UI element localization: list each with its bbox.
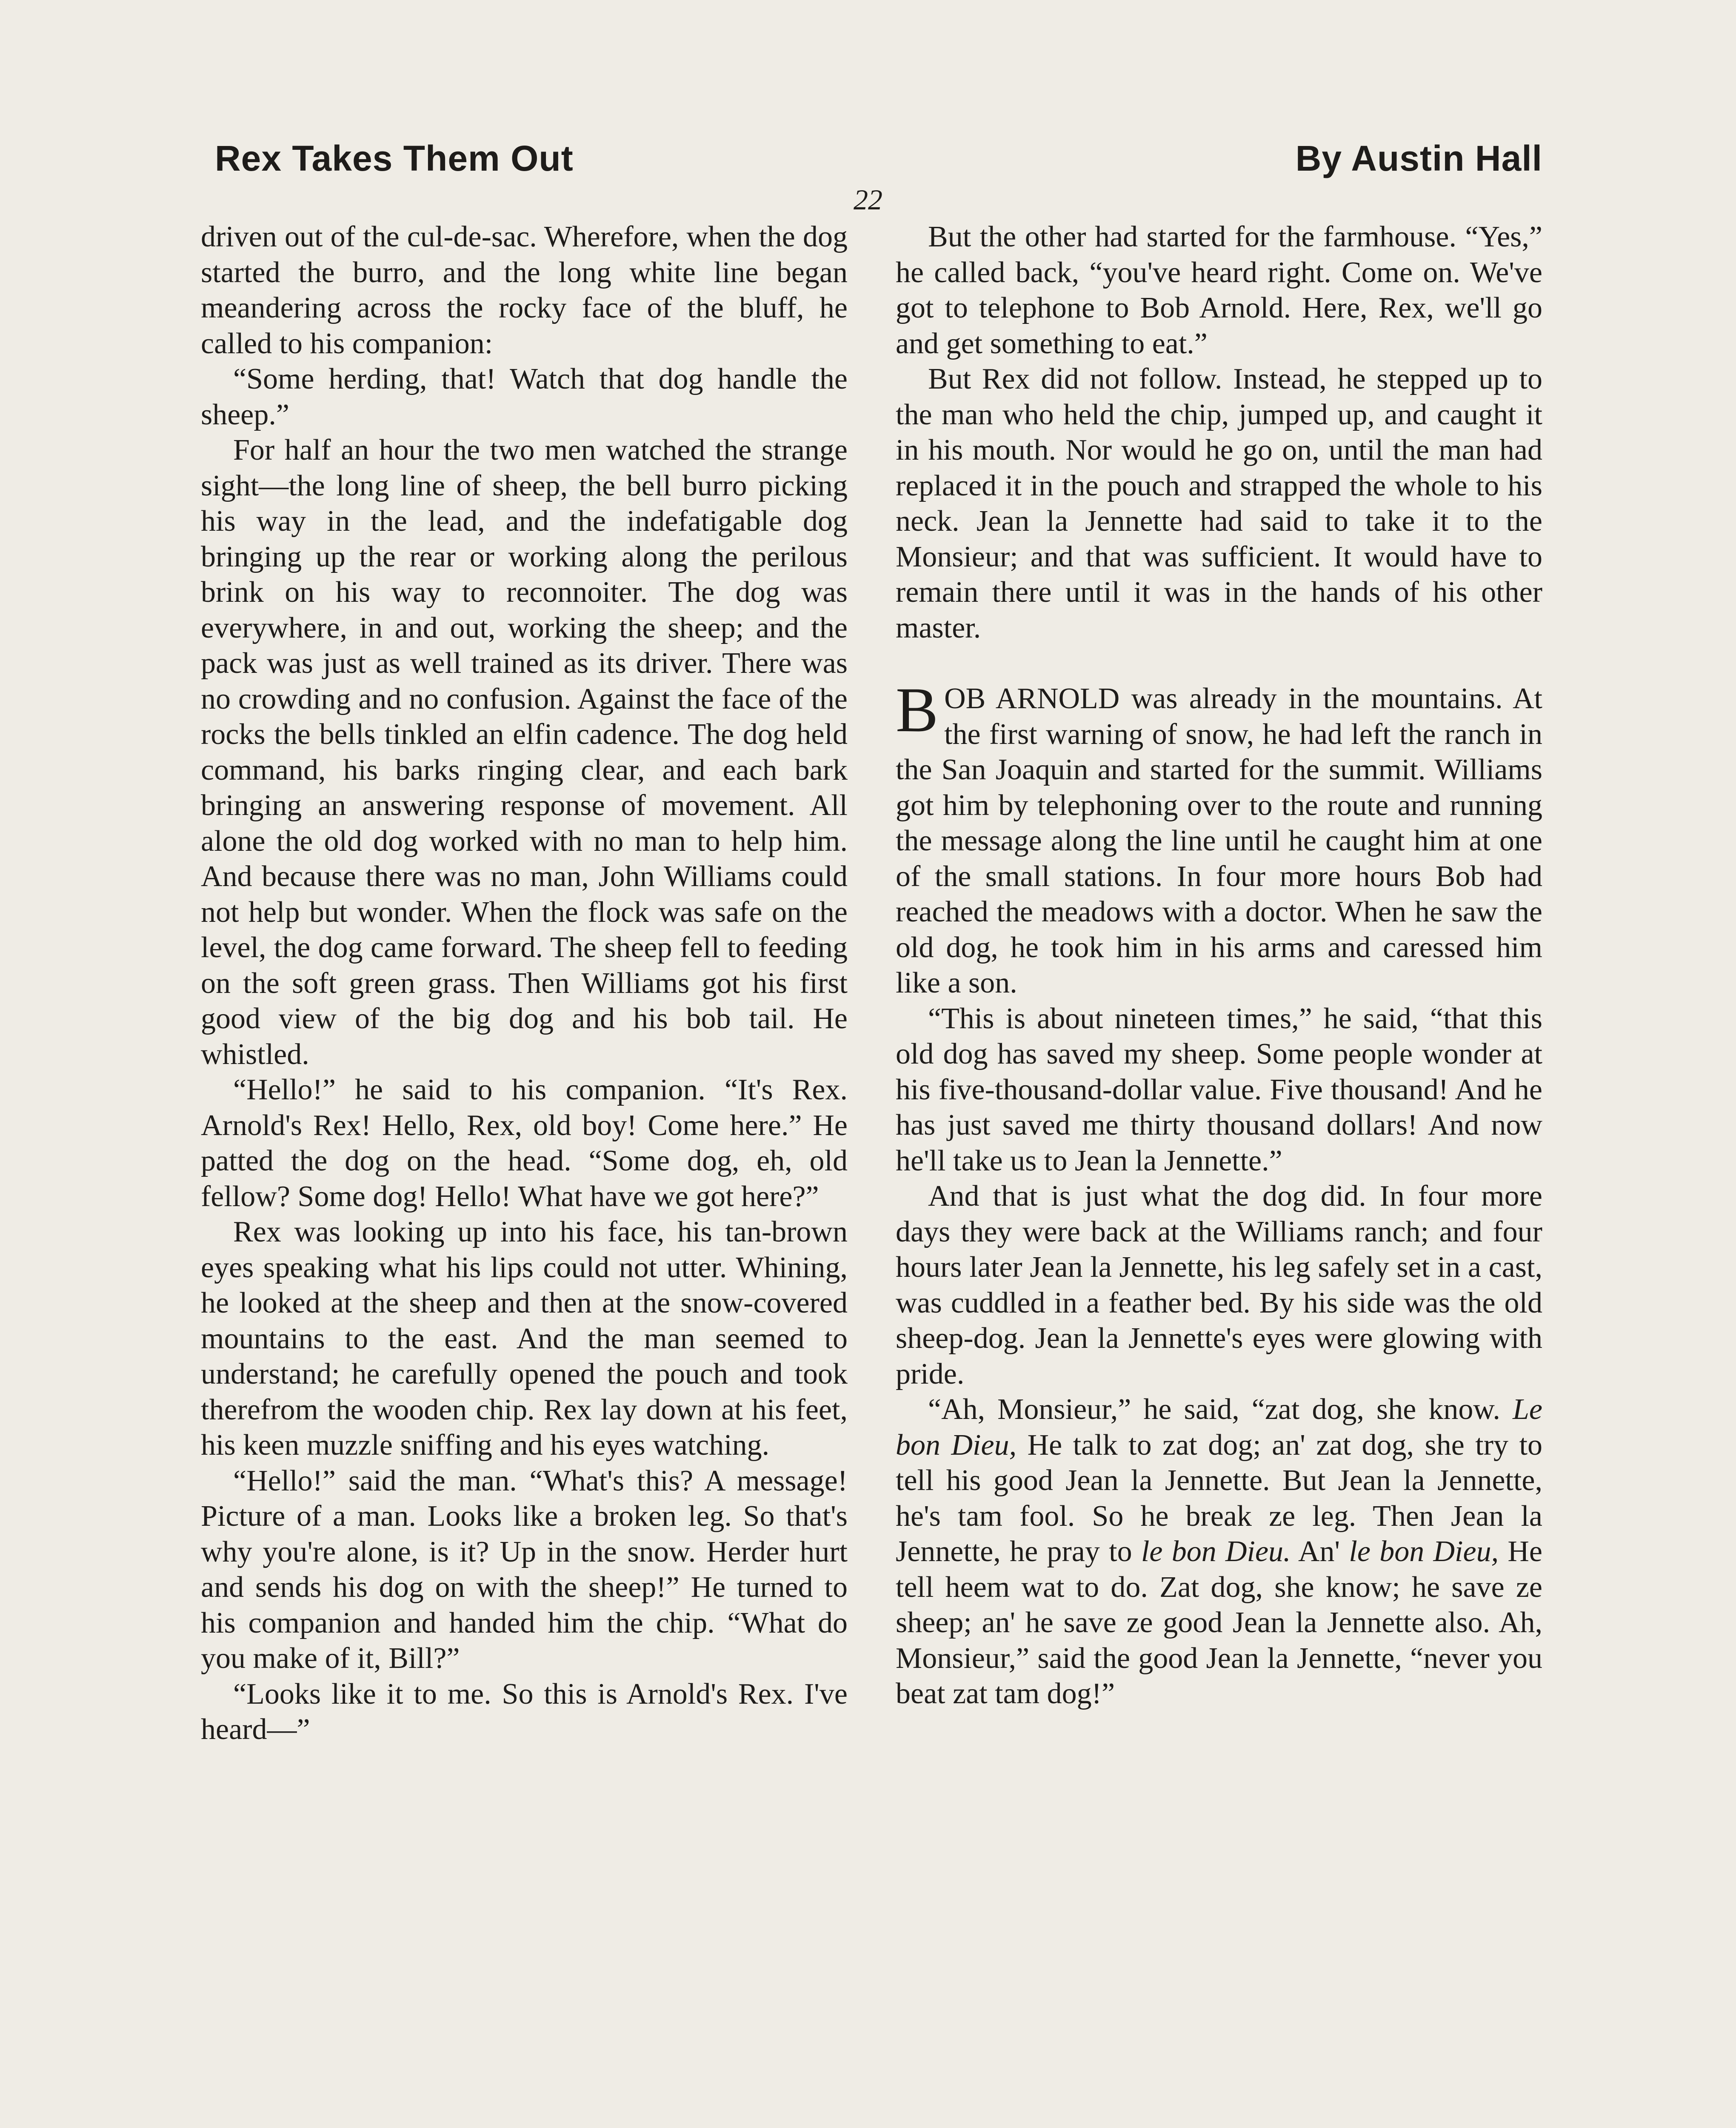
paragraph-text: He talk to zat dog; an' zat dog, she try to tell his good Jean la Jennette. But Jean la Jennette, he's tam fool. So he break ze leg. Then Jean la Jennette, he pray to (896, 1428, 1542, 1568)
page-number: 22 (854, 183, 882, 216)
paragraph-text: He tell heem wat to do. Zat dog, she know; he save ze sheep; an' he save ze good Jean la Jennette also. Ah, Monsieur,” said the good Jean la Jennette, “never you beat zat tam dog!” (896, 1535, 1542, 1710)
story-title: Rex Takes Them Out (215, 138, 574, 178)
paragraph: For half an hour the two men watched the strange sight—the long line of sheep, the bell burro picking his way in the lead, and the indefatigable dog bringing up the rear or working along the perilous brink on his way to reconnoiter. The dog was everywhere, in and out, working the sheep; and the pack was just as well trained as its driver. There was no crowding and no confusion. Against the face of the rocks the bells tinkled an elfin cadence. The dog held command, his barks ringing clear, and each bark bringing an answering response of movement. All alone the old dog worked with no man to help him. And because there was no man, John Williams could not help but wonder. When the flock was safe on the level, the dog came forward. The sheep fell to feeding on the soft green grass. Then Williams got his first good view of the big dog and his bob tail. He whistled. (201, 434, 848, 1071)
paragraph (896, 1392, 1542, 1712)
paragraph: “Some herding, that! Watch that dog handle the sheep.” (201, 363, 848, 431)
paragraph: But Rex did not follow. Instead, he stepped up to the man who held the chip, jumped up, and caught it in his mouth. Nor would he go on, until the man had replaced it in the pouch and strapped the whole to his neck. Jean la Jennette had said to take it to the Monsieur; and that was sufficient. It would have to remain there until it was in the hands of his other master. (896, 363, 1542, 644)
small-caps-name: OB ARNOLD (944, 682, 1120, 715)
section-opening-paragraph (896, 675, 1542, 1001)
paragraph: But the other had started for the farmhouse. “Yes,” he called back, “you've heard right. Come on. We've got to telephone to Bob Arnold. Here, Rex, we'll go and get something to eat.” (896, 220, 1542, 360)
section-break (896, 646, 1542, 681)
paragraph-text: was already in the mountains. At the first warning of snow, he had left the ranch in the San Joaquin and started for the summit. Williams got him by telephoning over to the route and running the message along the line until he caught him at one of the small stations. In four more hours Bob had reached the meadows with a doctor. When he saw the old dog, he took him in his arms and caressed him like a son. (896, 682, 1542, 999)
paragraph: “Looks like it to me. So this is Arnold's Rex. I've heard—” (201, 1677, 848, 1746)
italic-phrase: le bon Dieu. (1141, 1535, 1291, 1568)
paragraph-text: An' (1291, 1535, 1349, 1568)
story-author: By Austin Hall (1295, 138, 1542, 178)
left-column (201, 219, 848, 1748)
paragraph: “This is about nineteen times,” he said, “that this old dog has saved my sheep. Some people wonder at his five-thousand-dollar value. Five thousand! And he has just saved me thirty thousand dollars! And now he'll take us to Jean la Jennette.” (896, 1002, 1542, 1177)
paragraph: And that is just what the dog did. In four more days they were back at the Williams ranch; and four hours later Jean la Jennette, his leg safely set in a cast, was cuddled in a feather bed. By his side was the old sheep-dog. Jean la Jennette's eyes were glowing with pride. (896, 1180, 1542, 1390)
paragraph: Rex was looking up into his face, his tan-brown eyes speaking what his lips could not utter. Whining, he looked at the sheep and then at the snow-covered mountains to the east. And the man seemed to understand; he carefully opened the pouch and took therefrom the wooden chip. Rex lay down at his feet, his keen muzzle sniffing and his eyes watching. (201, 1216, 848, 1462)
italic-phrase: Le bon Dieu, (896, 1393, 1542, 1462)
paragraph: “Hello!” he said to his companion. “It's Rex. Arnold's Rex! Hello, Rex, old boy! Come here.” He patted the dog on the head. “Some dog, eh, old fellow? Some dog! Hello! What have we got here?” (201, 1073, 848, 1213)
italic-phrase: le bon Dieu, (1349, 1535, 1499, 1568)
paragraph: driven out of the cul-de-sac. Wherefore, when the dog started the burro, and the long white line began meandering across the rocky face of the bluff, he called to his companion: (201, 220, 848, 360)
drop-cap: B (896, 675, 939, 745)
paragraph: “Hello!” said the man. “What's this? A message! Picture of a man. Looks like a broken leg. So that's why you're alone, is it? Up in the snow. Herder hurt and sends his dog on with the sheep!” He turned to his companion and handed him the chip. “What do you make of it, Bill?” (201, 1464, 848, 1675)
paragraph-text: “Ah, Monsieur,” he said, “zat dog, she know. (928, 1393, 1513, 1426)
right-column (896, 219, 1542, 1712)
